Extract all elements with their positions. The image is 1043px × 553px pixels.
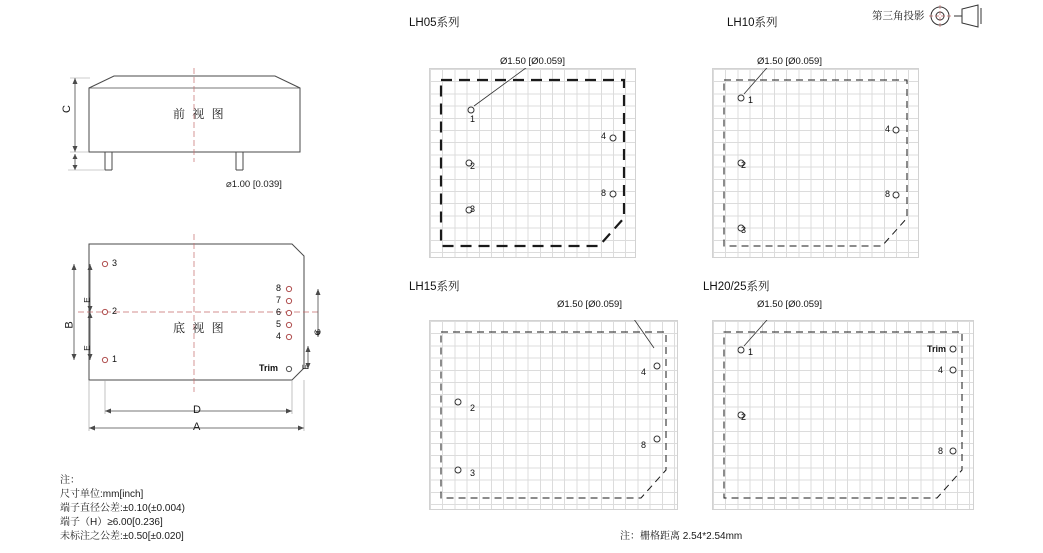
bottom-view-dim-a: A (193, 421, 201, 433)
panel-title-lh15: LH15系列 (409, 281, 460, 293)
bottom-view-pin-4: 4 (276, 331, 282, 341)
panel-lh10-pin-3: 3 (741, 225, 747, 235)
panel-lh15-pin-2: 2 (470, 403, 476, 413)
grid-spacing-note: 注：栅格距离 2.54*2.54mm (620, 531, 743, 542)
panel-lh10-pin-8: 8 (885, 189, 891, 199)
panel-outline-lh15 (429, 320, 678, 510)
bottom-view-pin-1: 1 (112, 354, 118, 364)
bottom-view-dim-f: F (300, 364, 311, 370)
third-angle-projection-label: 第三角投影 (872, 10, 925, 22)
panel-title-lh05: LH05系列 (409, 17, 460, 29)
panel-lh2025-hole-label: Ø1.50 [Ø0.059] (757, 299, 822, 310)
panel-lh10-pin-2: 2 (741, 160, 747, 170)
panel-lh10-pin-4: 4 (885, 124, 891, 134)
bottom-view-pin-5: 5 (276, 319, 282, 329)
bottom-view-title: 底 视 图 (173, 321, 226, 335)
panel-title-lh2025: LH20/25系列 (703, 281, 770, 293)
panel-lh05-pin-2: 2 (470, 161, 476, 171)
note-pin-diameter-tolerance: 端子直径公差:±0.10(±0.004) (60, 503, 185, 514)
panel-lh15-pin-8: 8 (641, 440, 647, 450)
bottom-view-trim-label: Trim (259, 363, 279, 373)
bottom-view-dim-d: D (193, 404, 201, 416)
panel-lh2025-pin-4: 4 (938, 365, 944, 375)
bottom-view-pin-8: 8 (276, 283, 282, 293)
bottom-view-dim-g: G (312, 328, 323, 336)
note-pin-height: 端子（H）≥6.00[0.236] (60, 517, 163, 528)
bottom-view-pin-7: 7 (276, 295, 282, 305)
note-units: 尺寸单位:mm[inch] (60, 489, 144, 500)
bottom-view-dim-e-lower: E (81, 345, 92, 351)
third-angle-projection-icon (928, 4, 990, 28)
panel-lh05-hole-label: Ø1.50 [Ø0.059] (500, 56, 565, 67)
panel-lh10-hole-label: Ø1.50 [Ø0.059] (757, 56, 822, 67)
front-view-pin-diameter-label: ⌀1.00 [0.039] (226, 179, 282, 190)
panel-lh15-pin-4: 4 (641, 367, 647, 377)
notes-title: 注： (60, 475, 80, 486)
bottom-view-pin-6: 6 (276, 307, 282, 317)
panel-lh2025-pin-1: 1 (748, 347, 754, 357)
panel-lh05-pin-1: 1 (470, 114, 476, 124)
panel-title-lh10: LH10系列 (727, 17, 778, 29)
note-general-tolerance: 未标注之公差:±0.50[±0.020] (60, 531, 184, 542)
panel-lh2025-pin-8: 8 (938, 446, 944, 456)
bottom-view-dim-e-upper: E (81, 297, 92, 303)
panel-lh15-pin-3: 3 (470, 468, 476, 478)
front-view-title: 前 视 图 (173, 107, 226, 121)
panel-lh05-pin-8: 8 (601, 188, 607, 198)
bottom-view-pin-2: 2 (112, 306, 118, 316)
panel-lh10-pin-1: 1 (748, 95, 754, 105)
panel-lh15-hole-label: Ø1.50 [Ø0.059] (557, 299, 622, 310)
bottom-view-drawing (60, 228, 360, 458)
front-view-dim-c: C (60, 105, 73, 113)
panel-lh2025-trim-label: Trim (927, 344, 947, 354)
panel-lh05-pin-3: 3 (470, 204, 476, 214)
panel-lh2025-pin-2: 2 (741, 412, 747, 422)
bottom-view-pin-3: 3 (112, 258, 118, 268)
bottom-view-dim-b: B (63, 321, 76, 329)
panel-lh05-pin-4: 4 (601, 131, 607, 141)
notes-block (60, 474, 185, 544)
panel-outline-lh05 (429, 68, 636, 258)
